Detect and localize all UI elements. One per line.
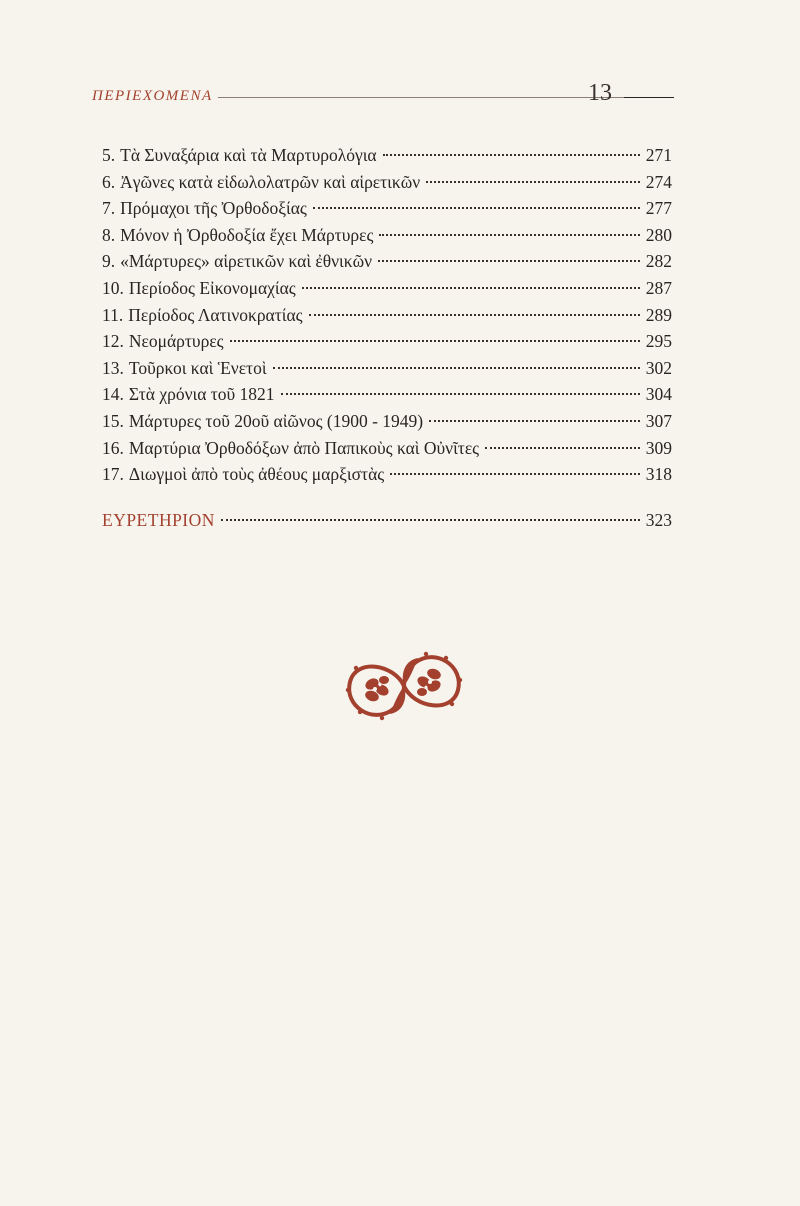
toc-entry-page: 282	[645, 251, 672, 272]
toc-entry-title: Ἀγῶνες κατὰ εἰδωλολατρῶν καὶ αἱρετικῶν	[120, 171, 421, 192]
toc-entry	[102, 302, 672, 329]
toc-entry-page: 302	[645, 357, 672, 378]
running-header	[92, 82, 674, 112]
toc-entry-page: 295	[645, 331, 672, 352]
toc-entry-title: Τὰ Συναξάρια καὶ τὰ Μαρτυρολόγια	[120, 145, 377, 165]
dot-leader	[426, 181, 640, 183]
toc-entry-title: Διωγμοὶ ἀπὸ τοὺς ἀθέους μαρξιστὰς	[128, 464, 385, 485]
dot-leader	[313, 207, 640, 209]
toc-entry	[102, 355, 672, 382]
toc-entry-number: 15.	[102, 410, 124, 431]
toc-entry-title: Μάρτυρες τοῦ 20οῦ αἰῶνος (1900 - 1949)	[128, 410, 424, 431]
dot-leader	[379, 234, 639, 236]
toc-entry-number: 13.	[102, 357, 124, 378]
dot-leader	[281, 393, 640, 395]
toc-entry-title: Μόνον ἡ Ὀρθοδοξία ἔχει Μάρτυρες	[120, 224, 374, 245]
index-title: ΕΥΡΕΤΗΡΙΟΝ	[102, 510, 215, 530]
table-of-contents	[102, 142, 672, 488]
toc-entry-number: 10.	[102, 277, 124, 298]
index-page: 323	[645, 510, 672, 530]
toc-entry-page: 318	[645, 464, 672, 485]
dot-leader	[378, 260, 640, 262]
toc-entry-title: Περίοδος Λατινοκρατίας	[128, 304, 303, 325]
toc-entry-title: Νεομάρτυρες	[128, 331, 224, 352]
toc-entry-number: 12.	[102, 331, 124, 352]
toc-entry	[102, 328, 672, 355]
toc-index-entry	[102, 507, 672, 533]
dot-leader	[390, 473, 640, 475]
dot-leader	[383, 154, 640, 156]
toc-entry-number: 6.	[102, 171, 116, 192]
toc-entry	[102, 381, 672, 408]
dot-leader	[302, 287, 640, 289]
toc-entry-page: 271	[645, 145, 672, 165]
dot-leader	[485, 447, 640, 449]
toc-entry-page: 289	[645, 304, 672, 325]
toc-entry	[102, 435, 672, 462]
toc-entry-number: 14.	[102, 384, 124, 405]
toc-entry-page: 304	[645, 384, 672, 405]
floral-ornament-icon	[342, 644, 466, 728]
dot-leader	[221, 519, 640, 521]
toc-entry-title: Τοῦρκοι καὶ Ἑνετοὶ	[128, 357, 267, 378]
toc-entry-number: 9.	[102, 251, 116, 272]
header-title: ΠΕΡΙΕΧΟΜΕΝΑ	[92, 88, 213, 104]
toc-entry-title: Στὰ χρόνια τοῦ 1821	[128, 384, 275, 405]
toc-entry	[102, 408, 672, 435]
toc-entry-page: 277	[645, 198, 672, 219]
toc-entry-title: Μαρτύρια Ὀρθοδόξων ἀπὸ Παπικοὺς καὶ Οὐνῖτες	[128, 437, 480, 458]
toc-entry	[102, 142, 672, 169]
toc-entry-page: 309	[645, 437, 672, 458]
toc-entry	[102, 169, 672, 196]
toc-entry-number: 8.	[102, 224, 116, 245]
toc-entry-number: 16.	[102, 437, 124, 458]
toc-entry	[102, 248, 672, 275]
toc-entry-number: 17.	[102, 464, 124, 485]
toc-entry-page: 287	[645, 277, 672, 298]
toc-entry-page: 280	[645, 224, 672, 245]
dot-leader	[273, 367, 640, 369]
toc-entry-page: 307	[645, 410, 672, 431]
toc-entry	[102, 461, 672, 488]
dot-leader	[309, 314, 640, 316]
toc-entry-number: 5.	[102, 145, 116, 165]
toc-entry-number: 7.	[102, 198, 116, 219]
toc-entry	[102, 275, 672, 302]
toc-entry-title: Περίοδος Εἰκονομαχίας	[128, 277, 296, 298]
header-rule-right	[624, 97, 674, 98]
toc-entry-page: 274	[645, 171, 672, 192]
dot-leader	[429, 420, 640, 422]
page-number: 13	[588, 80, 612, 106]
toc-entry-title: Πρόμαχοι τῆς Ὀρθοδοξίας	[120, 198, 307, 219]
toc-entry-title: «Μάρτυρες» αἱρετικῶν καὶ ἐθνικῶν	[120, 251, 373, 272]
toc-entry-number: 11.	[102, 304, 124, 325]
toc-entry	[102, 195, 672, 222]
toc-entry	[102, 222, 672, 249]
dot-leader	[230, 340, 640, 342]
